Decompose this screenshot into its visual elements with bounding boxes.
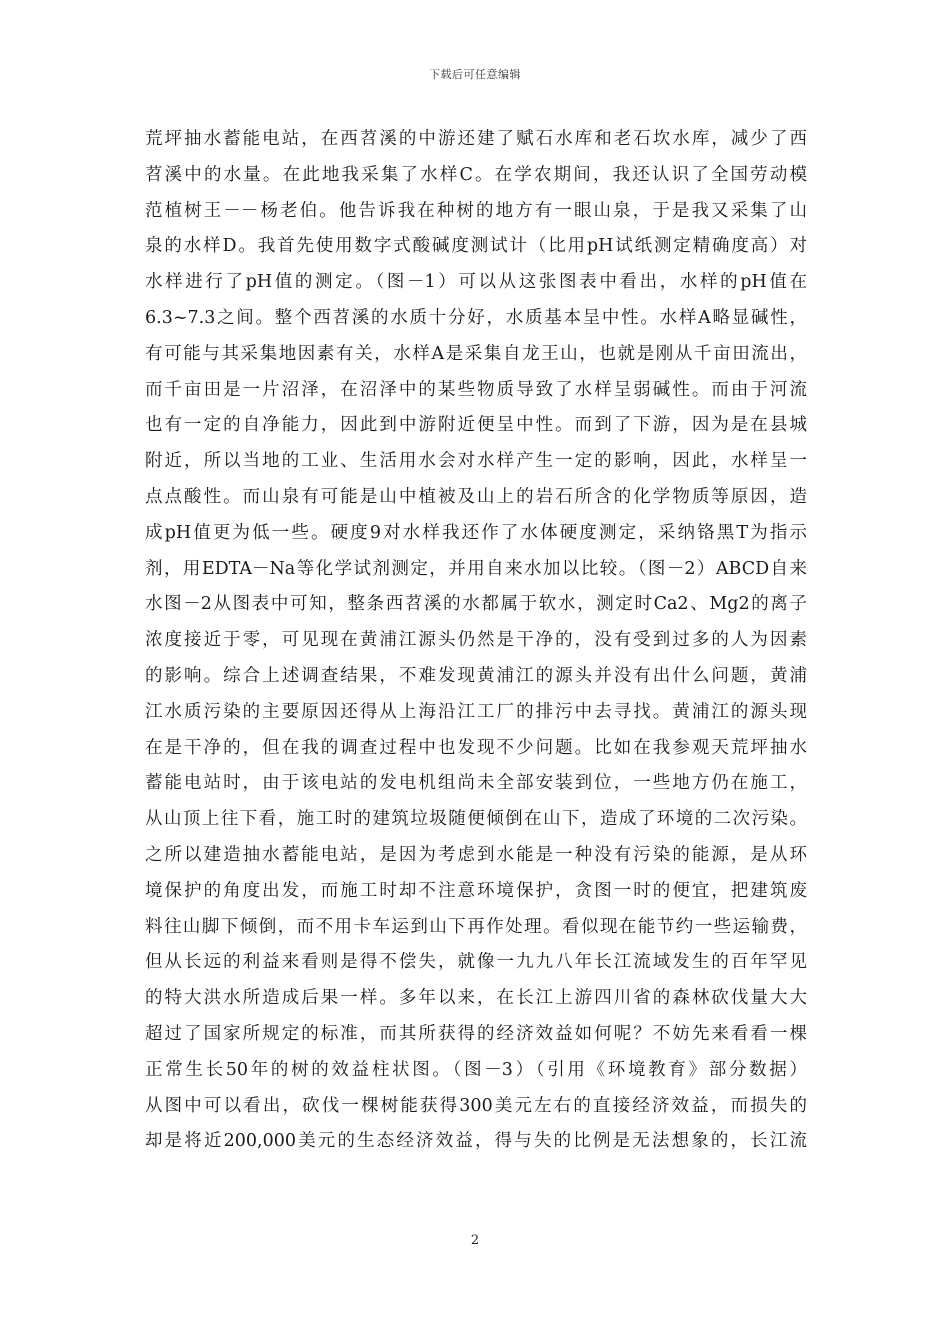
text-line: 的影响。综合上述调查结果，不难发现黄浦江的源头并没有出什么问题，黄浦: [145, 665, 807, 686]
text-line: 也有一定的自净能力，因此到中游附近便呈中性。而到了下游，因为是在县城: [145, 415, 807, 436]
text-line: 料往山脚下倾倒，而不用卡车运到山下再作处理。看似现在能节约一些运输费，: [145, 916, 807, 937]
text-line: 有可能与其采集地因素有关，水样A是采集自龙王山，也就是刚从千亩田流出，: [145, 343, 807, 364]
text-line: 之所以建造抽水蓄能电站，是因为考虑到水能是一种没有污染的能源，是从环: [145, 844, 807, 865]
text-line: 的特大洪水所造成后果一样。多年以来，在长江上游四川省的森林砍伐量大大: [145, 988, 807, 1009]
text-line: 浓度接近于零，可见现在黄浦江源头仍然是干净的，没有受到过多的人为因素: [145, 630, 807, 651]
text-line: 江水质污染的主要原因还得从上海沿江工厂的排污中去寻找。黄浦江的源头现: [145, 701, 807, 722]
text-line: 境保护的角度出发，而施工时却不注意环境保护，贪图一时的便宜，把建筑废: [145, 880, 807, 901]
text-line: 范植树王－－杨老伯。他告诉我在种树的地方有一眼山泉，于是我又采集了山: [145, 200, 807, 221]
text-line: 但从长远的利益来看则是得不偿失，就像一九九八年长江流域发生的百年罕见: [145, 952, 807, 973]
text-line: 超过了国家所规定的标准，而其所获得的经济效益如何呢？不妨先来看看一棵: [145, 1023, 807, 1044]
text-line: 泉的水样D。我首先使用数字式酸碱度测试计（比用pH试纸测定精确度高）对: [145, 236, 807, 257]
text-line: 成pH值更为低一些。硬度9对水样我还作了水体硬度测定，采纳铬黑T为指示: [145, 522, 807, 543]
text-line: 水样进行了pH值的测定。（图－1）可以从这张图表中看出，水样的pH值在: [145, 272, 807, 293]
text-line: 蓄能电站时，由于该电站的发电机组尚未全部安装到位，一些地方仍在施工，: [145, 773, 807, 794]
text-line: 6.3~7.3之间。整个西苕溪的水质十分好，水质基本呈中性。水样A略显碱性，: [145, 307, 807, 328]
text-line: 正常生长50年的树的效益柱状图。（图－3）（引用《环境教育》部分数据）: [145, 1059, 807, 1080]
text-line: 而千亩田是一片沼泽，在沼泽中的某些物质导致了水样呈弱碱性。而由于河流: [145, 379, 807, 400]
page-header: 下载后可任意编辑: [429, 68, 521, 81]
text-line: 在是干净的，但在我的调查过程中也发现不少问题。比如在我参观天荒坪抽水: [145, 737, 807, 758]
text-line: 水图－2从图表中可知，整条西苕溪的水都属于软水，测定时Ca2、Mg2的离子: [145, 594, 807, 615]
text-line: 从图中可以看出，砍伐一棵树能获得300美元左右的直接经济效益，而损失的: [145, 1095, 807, 1116]
text-line: 剂，用EDTA－Na等化学试剂测定，并用自来水加以比较。（图－2）ABCD自来: [145, 558, 807, 579]
text-line: 却是将近200,000美元的生态经济效益，得与失的比例是无法想象的，长江流: [145, 1131, 807, 1152]
text-line: 荒坪抽水蓄能电站，在西苕溪的中游还建了赋石水库和老石坎水库，减少了西: [145, 129, 807, 149]
body-text: [145, 122, 807, 1160]
text-line: 点点酸性。而山泉有可能是山中植被及山上的岩石所含的化学物质等原因，造: [145, 486, 807, 507]
text-line: 从山顶上往下看，施工时的建筑垃圾随便倾倒在山下，造成了环境的二次污染。: [145, 809, 807, 830]
text-line: 附近，所以当地的工业、生活用水会对水样产生一定的影响，因此，水样呈一: [145, 451, 807, 472]
page-number: 2: [470, 1233, 480, 1248]
text-line: 苕溪中的水量。在此地我采集了水样C。在学农期间，我还认识了全国劳动模: [145, 164, 807, 185]
